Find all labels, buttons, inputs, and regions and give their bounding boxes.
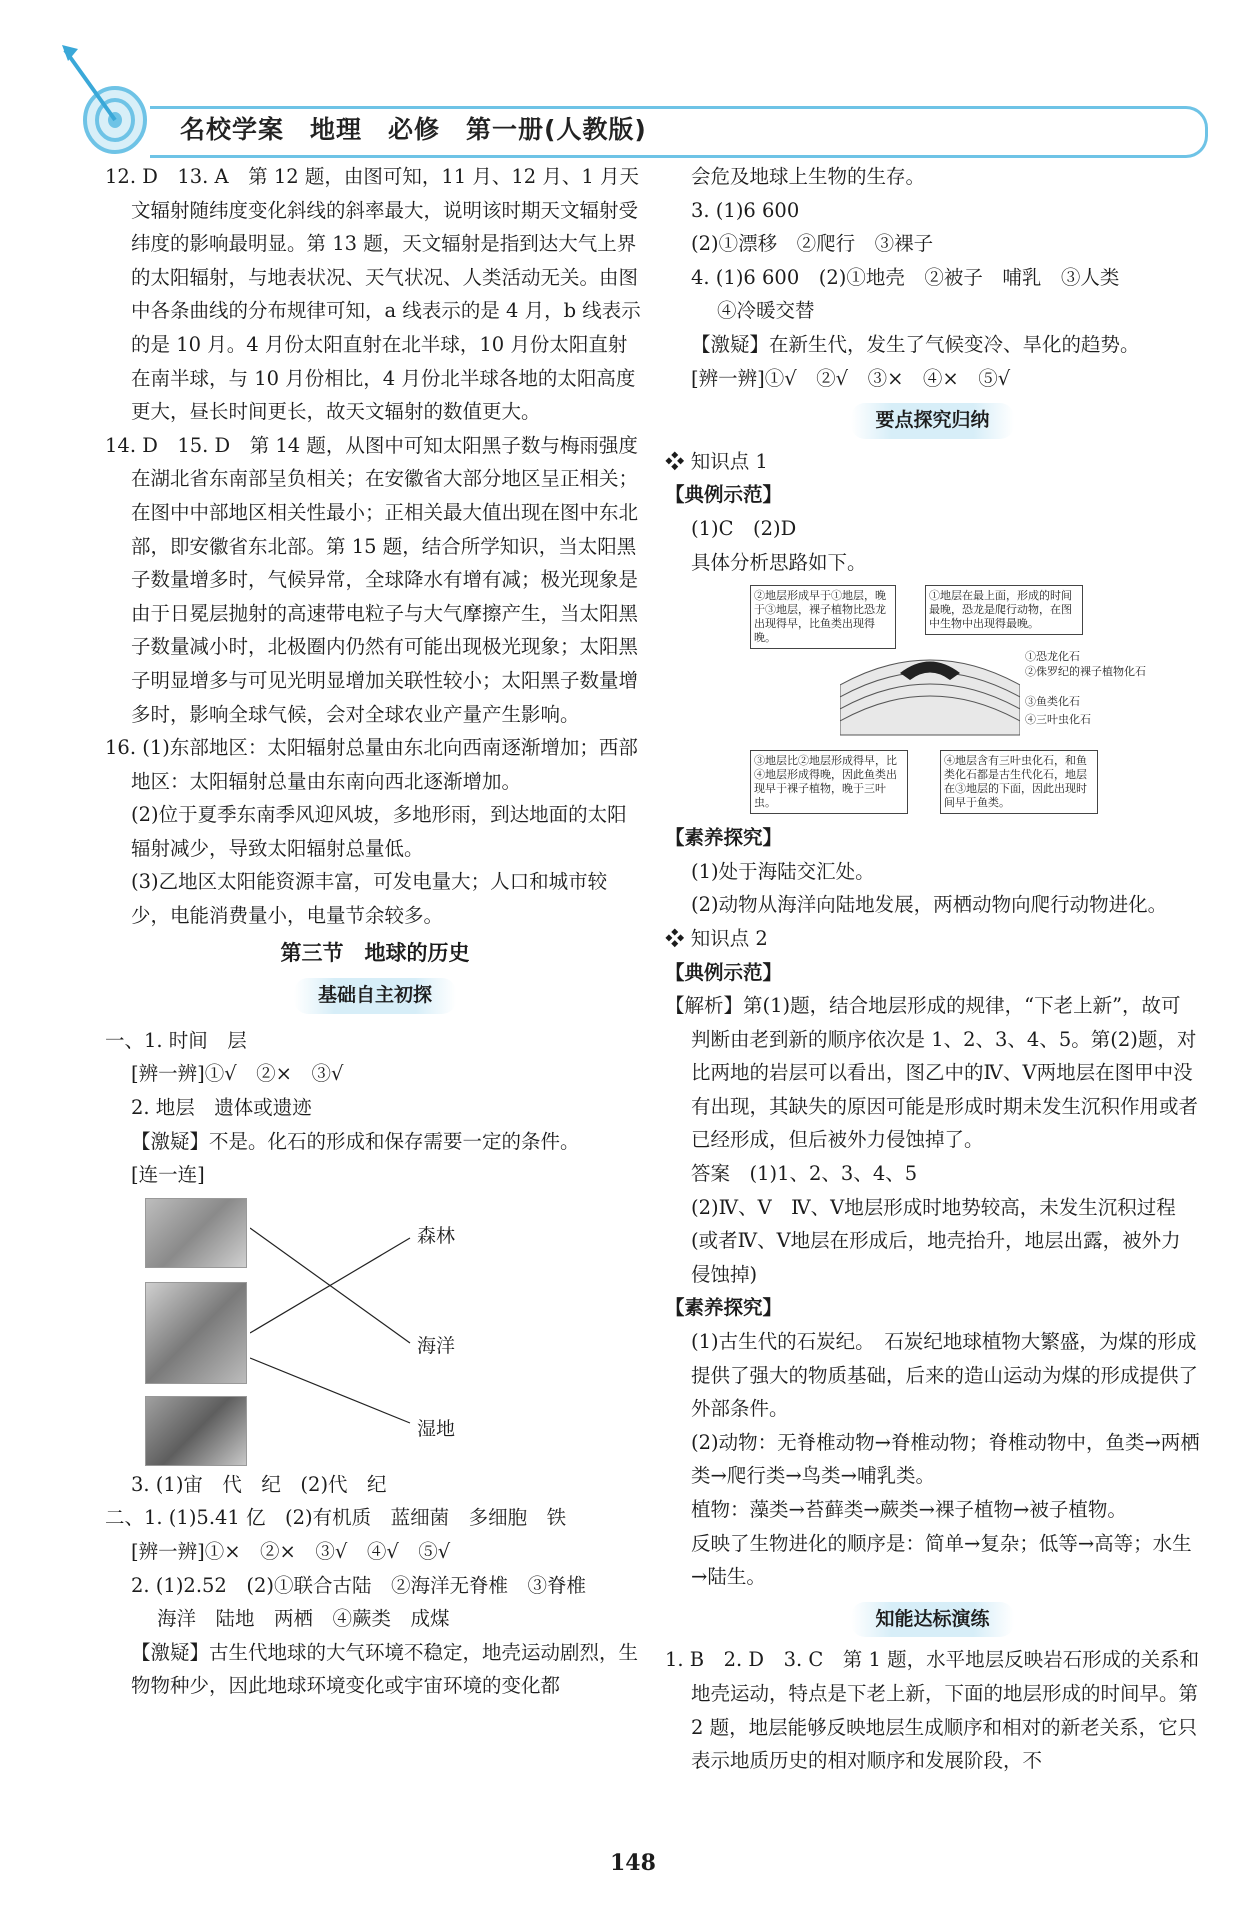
left-column [105, 160, 645, 1703]
right-line-3: (2)①漂移 ②爬行 ③裸子 [691, 232, 934, 256]
diagram-box-1: ①地层在最上面，形成的时间最晚，恐龙是爬行动物，在图中生物中出现得最晚。 [925, 585, 1083, 635]
example-header-2: 【典例示范】 [665, 960, 783, 984]
right-line-6: 【激疑】在新生代，发生了气候变冷、旱化的趋势。 [691, 332, 1140, 356]
literacy-2-1: (1)古生代的石炭纪。 石炭纪地球植物大繁盛，为煤的形成提供了强大的物质基础，后来的造山运动为煤的形成提供了外部条件。 [691, 1330, 1199, 1421]
diagram-label-1: ①恐龙化石 [1025, 650, 1080, 664]
answer-16-3: (3)乙地区太阳能资源丰富，可发电量大；人口和城市较少，电能消费量小，电量节余较多。 [131, 870, 608, 928]
answer-2-1: 答案 (1)1、2、3、4、5 [691, 1162, 918, 1186]
right-line-2: 3. (1)6 600 [691, 198, 800, 222]
right-column [665, 160, 1200, 1778]
header-title: 名校学案 地理 必修 第一册(人教版) [180, 115, 647, 144]
answer-14-15: 14. D 15. D 第 14 题，从图中可知太阳黑子数与梅雨强度在湖北省东南部呈负相关；在安徽省大部分地区呈正相关；在图中中部地区相关性最小；正相关最大值出现在图中东北部，即安徽省东北部。第 15 题，结合所学知识，当太阳黑子数量增多时，气候异常，全球降水有增有减；极光现象是由于日冕层抛射的高速带电粒子与大气摩擦产生，当太阳黑子数量减小时，北极圈内仍然有可能出现极光现象；太阳黑子明显增多与可见光明显增加关联性较小；太阳黑子数量增多时，影响全球气候，会对全球农业产量产生影响。 [105, 433, 639, 726]
basics-line-1: 一、1. 时间 层 [105, 1028, 247, 1052]
strata-layers-graphic [840, 645, 1020, 745]
analysis-intro: 具体分析思路如下。 [691, 550, 867, 574]
answer-16-2: (2)位于夏季东南季风迎风坡，多地形雨，到达地面的太阳辐射减少，导致太阳辐射总量低。 [131, 803, 627, 860]
example-header-1: 【典例示范】 [665, 483, 783, 507]
literacy-2-3: 植物：藻类→苔藓类→蕨类→裸子植物→被子植物。 [691, 1498, 1127, 1521]
fossil-image-2 [145, 1282, 247, 1384]
match-label-ocean: 海洋 [417, 1334, 456, 1357]
basics-line-2: [辨一辨]①√ ②× ③√ [131, 1062, 344, 1086]
matching-exercise [145, 1198, 565, 1468]
strata-diagram [750, 585, 1170, 815]
basics-line-5: [连一连] [131, 1163, 205, 1187]
basics-line-8: [辨一辨]①× ②× ③√ ④√ ⑤√ [131, 1540, 451, 1563]
diagram-label-3: ③鱼类化石 [1025, 695, 1080, 709]
fossil-image-3 [145, 1396, 247, 1466]
right-line-5: ④冷暖交替 [717, 299, 815, 323]
literacy-1-2: (2)动物从海洋向陆地发展，两栖动物向爬行动物进化。 [691, 893, 1168, 917]
chapter-title: 第三节 地球的历史 [280, 940, 470, 965]
literacy-2-4: 反映了生物进化的顺序是：简单→复杂；低等→高等；水生→陆生。 [691, 1531, 1192, 1589]
answer-2-2: (2)Ⅳ、Ⅴ Ⅳ、Ⅴ地层形成时地势较高，未发生沉积过程(或者Ⅳ、Ⅴ地层在形成后，地壳抬升，地层出露，被外力侵蚀掉) [691, 1195, 1181, 1286]
knowledge-point-1: ❖ 知识点 1 [665, 449, 768, 473]
section-banner-basics: 基础自主初探 [294, 978, 456, 1014]
basics-line-11: 【激疑】古生代地球的大气环境不稳定，地壳运动剧烈，生物物种少，因此地球环境变化或宇宙环境的变化都 [131, 1640, 639, 1698]
basics-line-10: 海洋 陆地 两栖 ④蕨类 成煤 [157, 1607, 450, 1631]
literacy-header-1: 【素养探究】 [665, 826, 783, 850]
basics-line-9: 2. (1)2.52 (2)①联合古陆 ②海洋无脊椎 ③脊椎 [131, 1573, 586, 1597]
basics-line-6: 3. (1)宙 代 纪 (2)代 纪 [131, 1472, 387, 1496]
section-banner-key-points: 要点探究归纳 [851, 403, 1013, 439]
match-label-wetland: 湿地 [417, 1417, 456, 1440]
basics-line-4: 【激疑】不是。化石的形成和保存需要一定的条件。 [131, 1129, 580, 1153]
practice-answers: 1. B 2. D 3. C 第 1 题，水平地层反映岩石形成的关系和地壳运动，特点是下老上新，下面的地层形成的时间早。第 2 题，地层能够反映地层生成顺序和相对的新老关系，它只表示地质历史的相对顺序和发展阶段，不 [665, 1648, 1200, 1773]
fossil-image-1 [145, 1198, 247, 1268]
header-target-icon [60, 45, 150, 155]
answer-12-13: 12. D 13. A 第 12 题，由图可知，11 月、12 月、1 月天文辐射随纬度变化斜线的斜率最大，说明该时期天文辐射受纬度的影响最明显。第 13 题，天文辐射是指到达大气上界的太阳辐射，与地表状况、天气状况、人类活动无关。由图中各条曲线的分布规律可知，a 线表示的是 4 月，b 线表示的是 10 月。4 月份太阳直射在北半球，10 月份太阳直射在南半球，与 10 月份相比，4 月份北半球各地的太阳高度更大，昼长时间更长，故天文辐射的数值更大。 [105, 165, 641, 424]
diagram-box-3: ③地层比②地层形成得早，比④地层形成得晚，因此鱼类出现早于裸子植物，晚于三叶虫。 [750, 750, 908, 814]
literacy-1-1: (1)处于海陆交汇处。 [691, 859, 875, 883]
diagram-label-4: ④三叶虫化石 [1025, 713, 1091, 727]
basics-line-7: 二、1. (1)5.41 亿 (2)有机质 蓝细菌 多细胞 铁 [105, 1506, 567, 1530]
diagram-box-4: ④地层含有三叶虫化石，和鱼类化石都是古生代化石，地层在③地层的下面，因此出现时间早于鱼类。 [940, 750, 1098, 814]
knowledge-point-2: ❖ 知识点 2 [665, 926, 768, 950]
example-answer-1: (1)C (2)D [691, 516, 797, 540]
basics-line-3: 2. 地层 遗体或遗迹 [131, 1096, 312, 1120]
literacy-header-2: 【素养探究】 [665, 1296, 783, 1320]
section-banner-practice: 知能达标演练 [851, 1602, 1013, 1638]
answer-16-1: 16. (1)东部地区：太阳辐射总量由东北向西南逐渐增加；西部地区：太阳辐射总量由东南向西北逐渐增加。 [105, 736, 638, 793]
diagram-label-2: ②侏罗纪的裸子植物化石 [1025, 665, 1146, 679]
diagram-box-2: ②地层形成早于①地层，晚于③地层，裸子植物比恐龙出现得早，比鱼类出现得晚。 [750, 585, 896, 649]
right-line-4: 4. (1)6 600 (2)①地壳 ②被子 哺乳 ③人类 [691, 265, 1120, 289]
right-line-1: 会危及地球上生物的生存。 [691, 165, 926, 188]
page-number: 148 [610, 1850, 656, 1876]
right-line-7: [辨一辨]①√ ②√ ③× ④× ⑤√ [691, 366, 1011, 390]
literacy-2-2: (2)动物：无脊椎动物→脊椎动物；脊椎动物中，鱼类→两栖类→爬行类→鸟类→哺乳类。 [691, 1430, 1200, 1488]
match-label-forest: 森林 [417, 1224, 456, 1247]
analysis-2: 【解析】第(1)题，结合地层形成的规律，“下老上新”，故可判断由老到新的顺序依次是 1、2、3、4、5。第(2)题，对比两地的岩层可以看出，图乙中的Ⅳ、Ⅴ两地层在图甲中没有出现，其缺失的原因可能是形成时期未发生沉积作用或者已经形成，但后被外力侵蚀掉了。 [665, 994, 1199, 1152]
